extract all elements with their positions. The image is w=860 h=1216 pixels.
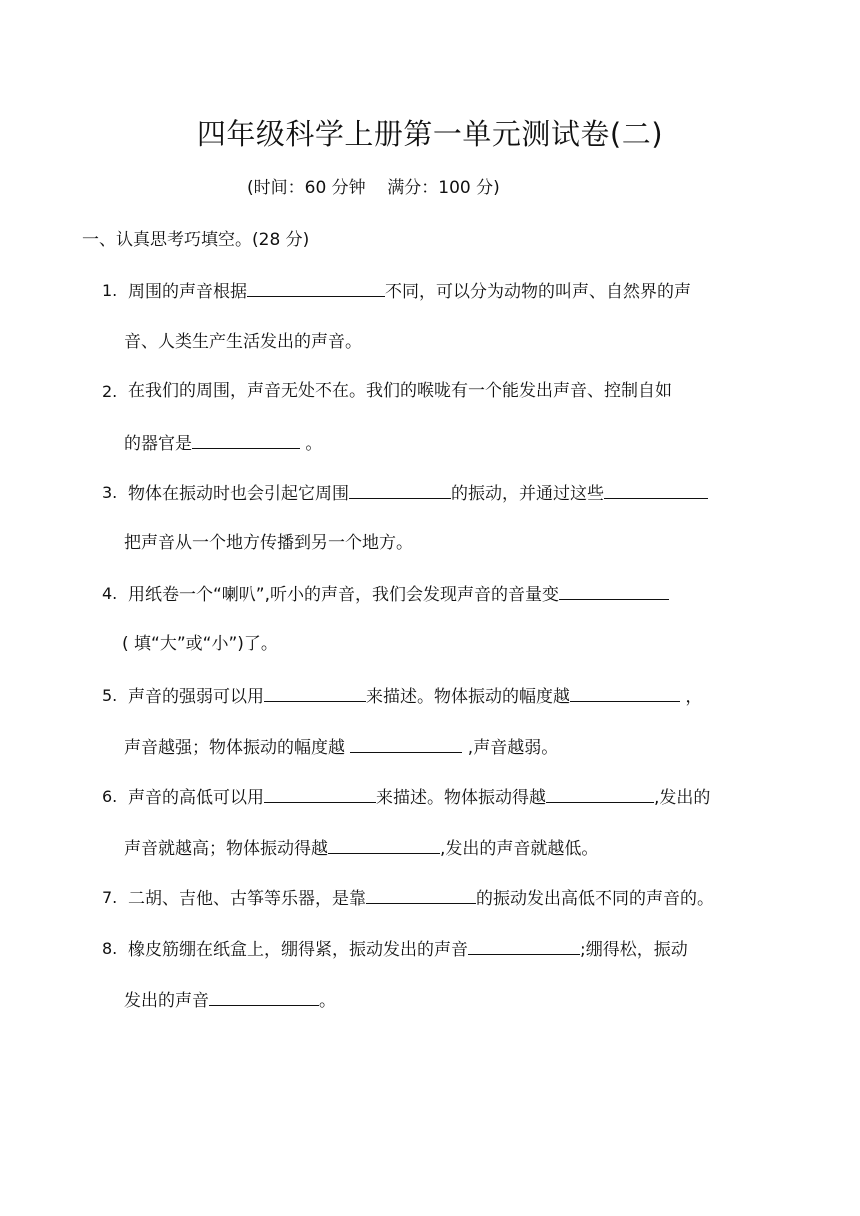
question-text: ,发出的声音就越低。 (440, 839, 599, 859)
question-text: 声音就越高；物体振动得越 (124, 839, 328, 859)
section-heading: 一、认真思考巧填空。(28 分) (82, 230, 310, 250)
question-text: 物体在振动时也会引起它周围 (128, 484, 349, 504)
answer-blank[interactable] (350, 734, 462, 753)
question-text: 。 (300, 434, 323, 454)
question-text: ,发出的 (654, 788, 711, 808)
answer-blank[interactable] (349, 480, 451, 499)
question-line (124, 835, 598, 861)
question-line (124, 330, 362, 354)
answer-blank[interactable] (546, 784, 654, 803)
answer-blank[interactable] (328, 835, 440, 854)
question-number: 6. (102, 787, 118, 806)
question-number: 5. (102, 686, 118, 705)
question-text: 音、人类生产生活发出的声音。 (124, 332, 362, 352)
question-number: 4. (102, 584, 118, 603)
question-text: 声音的高低可以用 (128, 788, 264, 808)
question-text: ;绷得松，振动 (580, 940, 688, 960)
question-text: 声音的强弱可以用 (128, 687, 264, 707)
question-text: 用纸卷一个“喇叭”,听小的声音，我们会发现声音的音量变 (128, 585, 560, 605)
question-text: 来描述。物体振动的幅度越 (366, 687, 570, 707)
answer-blank[interactable] (559, 581, 669, 600)
question-text: 发出的声音 (124, 991, 209, 1011)
answer-blank[interactable] (264, 784, 376, 803)
question-text: 橡皮筋绷在纸盒上，绷得紧，振动发出的声音 (128, 940, 468, 960)
answer-blank[interactable] (468, 936, 580, 955)
question-line (128, 885, 714, 911)
question-line (128, 683, 702, 709)
question-number: 1. (102, 281, 118, 300)
question-line (128, 480, 708, 506)
question-line (124, 734, 558, 760)
question-text: 把声音从一个地方传播到另一个地方。 (124, 533, 413, 553)
question-number: 2. (102, 382, 118, 401)
question-text: ( 填“大”或“小”)了。 (122, 634, 278, 654)
answer-blank[interactable] (192, 430, 300, 449)
question-line (124, 430, 322, 456)
answer-blank[interactable] (209, 987, 319, 1006)
question-text: 周围的声音根据 (128, 282, 247, 302)
question-line (128, 784, 710, 810)
question-number: 8. (102, 939, 118, 958)
question-text: 的振动，并通过这些 (451, 484, 604, 504)
answer-blank[interactable] (604, 480, 708, 499)
question-text: 二胡、吉他、古筝等乐器，是靠 (128, 889, 366, 909)
question-text: 在我们的周围，声音无处不在。我们的喉咙有一个能发出声音、控制自如 (128, 381, 672, 401)
question-text: 声音越强；物体振动的幅度越 (124, 738, 351, 758)
question-text: 。 (319, 991, 336, 1011)
question-number: 7. (102, 888, 118, 907)
answer-blank[interactable] (264, 683, 366, 702)
question-line (128, 278, 691, 304)
question-line (128, 581, 669, 607)
question-text: 的振动发出高低不同的声音的。 (476, 889, 714, 909)
exam-title: 四年级科学上册第一单元测试卷(二) (196, 117, 664, 151)
question-text: 的器官是 (124, 434, 192, 454)
question-text: 不同，可以分为动物的叫声、自然界的声 (385, 282, 691, 302)
question-line (128, 936, 688, 962)
question-line (124, 987, 336, 1013)
question-line (122, 632, 278, 656)
answer-blank[interactable] (247, 278, 385, 297)
question-text: ， (680, 687, 703, 707)
question-text: 来描述。物体振动得越 (376, 788, 546, 808)
answer-blank[interactable] (570, 683, 680, 702)
question-line (124, 531, 413, 555)
question-text: ,声音越弱。 (462, 738, 559, 758)
answer-blank[interactable] (366, 885, 476, 904)
question-number: 3. (102, 483, 118, 502)
question-line (128, 379, 672, 403)
exam-time-score: (时间：60 分钟 满分：100 分) (247, 178, 500, 198)
